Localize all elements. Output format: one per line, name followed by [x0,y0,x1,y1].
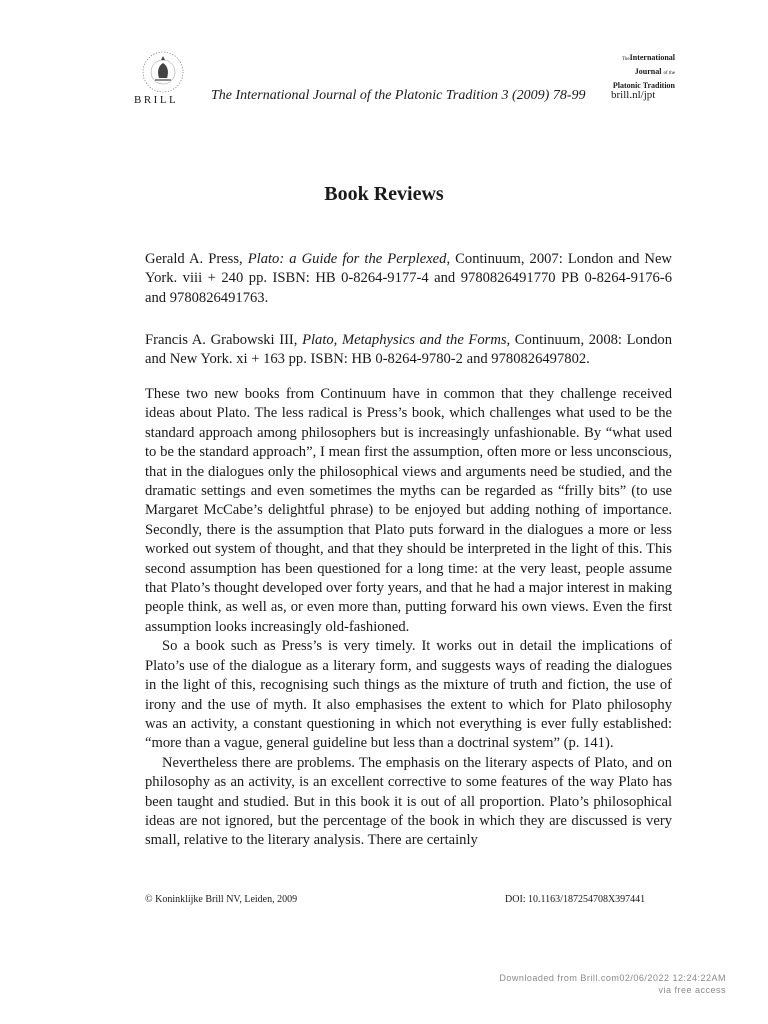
download-stamp [499,972,726,996]
book-citation-grabowski [145,331,672,370]
download-stamp-line: Downloaded from Brill.com02/06/2022 12:24:22AM [499,973,726,983]
download-stamp-line: via free access [658,985,726,995]
body-paragraph: So a book such as Press’s is very timely. It works out in detail the implications of Plato’s use of the dialogue as a literary form, and suggests ways of reading the dialogues in the light of this, recognising such things as the mixture of truth and fiction, the use of irony and the use of myth. It also emphasises the extent to which for Plato philosophy was an activity, a constant questioning in which not everything is ever fully established: “more than a vague, general guideline but less than a doctrinal system” (p. 141). [145,638,672,752]
journal-logo-the: The [621,57,630,62]
publisher-name: BRILL [134,94,179,106]
citation-author: Gerald A. Press, [145,251,248,267]
doi[interactable]: DOI: 10.1163/187254708X397441 [505,894,646,905]
section-title: Book Reviews [324,183,444,205]
running-title: The International Journal of the Platonic Tradition 3 (2009) 78-99 [211,88,586,103]
citation-author: Francis A. Grabowski III, [145,332,303,348]
journal-logo [585,52,675,92]
journal-logo-journal: Journal [634,67,662,76]
review-body [145,385,672,851]
body-paragraph: These two new books from Continuum have in common that they challenge received ideas about Plato. The less radical is Press’s book, which challenges what used to be the standard approach among philosophers but is increasingly unfashionable. By “what used to be the standard approach”, I mean first the assumption, often more or less unconscious, that in the dialogues only the philosophical views and arguments need be studied, and the dramatic settings and even sometimes the myths can be regarded as “frilly bits” (to use Margaret McCabe’s delightful phrase) to be enjoyed but adding nothing of importance. Secondly, there is the assumption that Plato puts forward in the dialogues a more or less worked out system of thought, and that they should be interpreted in the light of this. This second assumption has been questioned for a long time: at the very least, people assume that Plato’s thought developed over forty years, and that he had a major interest in making people think, as well as, or even more than, putting forward his own views. Even the first assumption looks increasingly old-fashioned. [145,386,672,635]
citation-details: , Continuum, 2008: London and New York. xi + 163 pp. ISBN: HB 0-8264-9780-2 and 9780826497802. [145,332,672,368]
copyright-notice: © Koninklijke Brill NV, Leiden, 2009 [145,894,298,905]
citation-title: Plato, Metaphysics and the Forms [302,332,507,348]
journal-logo-international: International [629,53,675,62]
journal-logo-platonic-tradition: Platonic Tradition [612,81,675,90]
citation-title: Plato: a Guide for the Perplexed [247,251,447,267]
brill-seal-logo [138,50,188,94]
journal-logo-of-the: of the [663,71,675,76]
journal-url[interactable]: brill.nl/jpt [611,89,656,101]
citation-details: , Continuum, 2007: London and New York. viii + 240 pp. ISBN: HB 0-8264-9177-4 and 9780826491770 PB 0-8264-9176-6 and 9780826491763. [145,251,672,306]
book-citation-press [145,250,672,308]
body-paragraph: Nevertheless there are problems. The emphasis on the literary aspects of Plato, and on philosophy as an activity, is an excellent corrective to some features of the way Plato has been taught and studied. But in this book it is out of all proportion. Plato’s philosophical ideas are not ignored, but the percentage of the book in which they are discussed is very small, relative to the literary analysis. There are certainly [145,754,672,849]
